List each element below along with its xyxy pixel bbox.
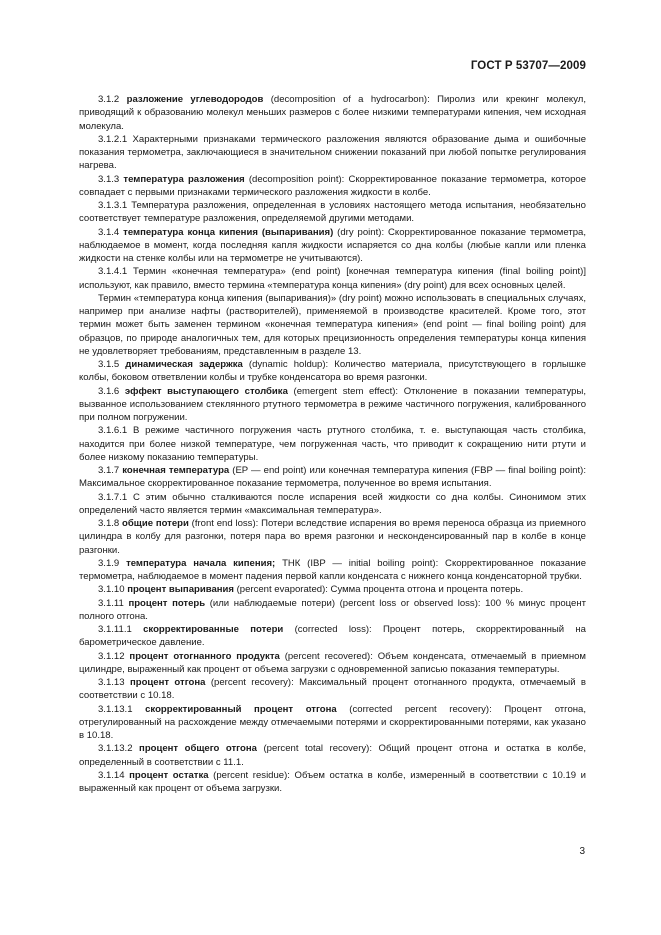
clause-number: 3.1.11.1 [98, 624, 132, 635]
term: эффект выступающего столбика [124, 385, 288, 397]
definition-text: ТНК (IBP — initial boiling point): Скорректированное показание термометра, наблюдаемое в момент падения первой капли конденсата с нижнего конца конденсаторной трубки. [79, 557, 587, 582]
clause-number: 3.1.7.1 [98, 491, 128, 503]
clause-number: 3.1.11 [98, 597, 124, 609]
term: процент остатка [129, 769, 209, 781]
clause-number: 3.1.13.2 [98, 743, 133, 755]
paragraph [79, 385, 586, 425]
paragraph [79, 292, 586, 358]
paragraph [79, 93, 586, 133]
clause-number: 3.1.3.1 [98, 200, 128, 211]
definition-text: Температура разложения, определенная в условиях настоящего метода испытания, необязательно соответствует температуре разложения, определяемой другими методами. [79, 200, 586, 225]
definition-text: В режиме частичного погружения часть ртутного столбика, т. е. выступающая часть столбика, находится при более низкой температуре, чем погруженная часть, что приводит к сокращению нити ртути и более низкому показанию температуры. [79, 425, 586, 463]
paragraph [79, 517, 586, 557]
paragraph [79, 133, 586, 173]
definition-text: (percent recovered): Объем конденсата, отмечаемый в приемном цилиндре, выраженный как процент от объема загрузки с одновременной записью показания температуры. [79, 650, 586, 675]
definition-text: (emergent stem effect): Отклонение в показании температуры, вызванное использованием стеклянного ртутного термометра в режиме частичного погружения, калиброванного при полном погружении. [79, 385, 586, 423]
definition-text: (percent evaporated): Сумма процента отгона и процента потерь. [233, 584, 524, 596]
definition-text: (dynamic holdup): Количество материала, присутствующего в горлышке колбы, боковом ответвлении колбы и трубке конденсатора во время разгонки. [79, 359, 587, 384]
definition-text: (decomposition of a hydrocarbon): Пиролиз или крекинг молекул, приводящий к образованию молекул меньших размеров с более низкими температурами кипения, чем исходная молекула. [79, 94, 586, 132]
definition-text: (или наблюдаемые потери) (percent loss or observed loss): 100 % минус процент полного отгона. [79, 597, 586, 622]
clause-number: 3.1.9 [98, 557, 120, 569]
clause-number: 3.1.2 [98, 94, 120, 105]
paragraph [79, 226, 586, 266]
paragraph [79, 676, 586, 703]
term: конечная температура [122, 465, 230, 476]
definition-text: С этим обычно сталкиваются после испарения всей жидкости со дна колбы. Синонимом этих определений часто является термин «максимальная температура». [79, 491, 586, 516]
paragraph [79, 173, 586, 200]
paragraph [79, 769, 586, 796]
definition-text: (corrected loss): Процент потерь, скорректированный на барометрическое давление. [79, 624, 586, 649]
clause-number: 3.1.7 [98, 465, 120, 476]
definition-text: Характерными признаками термического разложения являются образование дыма и ошибочные показания термометра, заключающиеся в значительном снижении показаний при любой попытке регулирования нагрева. [79, 133, 586, 172]
term: процент отогнанного продукта [129, 650, 280, 662]
definition-text: (dry point): Скорректированное показание термометра, наблюдаемое в момент, когда последняя капля жидкости испаряется со дна колбы (любые капли или пленка жидкости на стенке колбы или на термометре не учитываются). [79, 226, 586, 264]
clause-number: 3.1.8 [98, 518, 120, 529]
paragraph [79, 597, 586, 624]
term: температура начала кипения; [126, 557, 276, 569]
clause-number: 3.1.14 [98, 769, 125, 781]
term: скорректированный процент отгона [145, 703, 337, 715]
paragraph [79, 623, 586, 650]
definition-text: Термин «конечная температура» (end point) [конечная температура кипения (final boiling point)] используют, как правило, вместо термина «температура конца кипения» (dry point) для всех основных целей. [79, 266, 586, 291]
clause-number: 3.1.6.1 [98, 425, 128, 437]
term: температура конца кипения (выпаривания) [123, 226, 334, 238]
clause-number: 3.1.13 [98, 677, 125, 688]
definitions-body [79, 93, 586, 795]
paragraph [79, 265, 586, 292]
paragraph [79, 491, 586, 518]
definition-text: Термин «температура конца кипения (выпаривания)» (dry point) можно использовать в специальных случаях, например при анализе нафты (растворителей), применяемой в производстве красителей. Кроме того, этот термин может быть заменен термином «конечная температура кипения» (end point — final boiling point) для образцов, по природе аналогичных тем, для которых прецизионность определения температуры конца кипения не удовлетворяет требованиям, представленным в разделе 13. [79, 292, 586, 357]
term: процент выпаривания [127, 584, 234, 596]
definition-text: (percent total recovery): Общий процент отгона и остатка в колбе, определенный в соответствии с 11.1. [79, 743, 586, 768]
definition-text: (corrected percent recovery): Процент отгона, отрегулированный на расхождение между отмечаемыми потерями и скорректированными потерями, как указано в 10.18. [79, 703, 586, 741]
definition-text: (front end loss): Потери вследствие испарения во время переноса образца из приемного цилиндра в колбу для разгонки, потеря пара во время разгонки и несконденсированный пар в колбе в конце разгонки. [79, 518, 586, 556]
definition-text: (percent recovery): Максимальный процент отогнанного продукта, отмечаемый в соответствии с 10.18. [79, 677, 587, 702]
term: температура разложения [123, 173, 245, 185]
term: процент отгона [129, 677, 206, 688]
paragraph [79, 199, 586, 226]
clause-number: 3.1.6 [98, 385, 120, 397]
definition-text: (percent residue): Объем остатка в колбе, измеренный в соответствии с 10.19 и выраженный как процент от объема загрузки. [79, 769, 587, 794]
paragraph [79, 583, 586, 596]
paragraph [79, 464, 586, 491]
clause-number: 3.1.3 [98, 173, 120, 185]
clause-number: 3.1.10 [98, 584, 125, 596]
clause-number: 3.1.4 [98, 226, 120, 238]
paragraph [79, 650, 586, 677]
term: скорректированные потери [143, 624, 284, 635]
page-number: 3 [579, 846, 585, 857]
paragraph [79, 424, 586, 464]
standard-header: ГОСТ Р 53707—2009 [470, 60, 586, 72]
paragraph [79, 742, 586, 769]
definition-text: (decomposition point): Скорректированное показание термометра, которое совпадает с первыми признаками термического разложения жидкости в колбе. [79, 173, 587, 198]
term: процент потерь [128, 597, 206, 609]
definition-text: (EP — end point) или конечная температура кипения (FBP — final boiling point): Максимальное скорректированное показание термометра, полученное во время испытания. [79, 465, 586, 490]
paragraph [79, 557, 586, 584]
term: динамическая задержка [125, 359, 243, 370]
clause-number: 3.1.12 [98, 650, 125, 662]
term: общие потери [122, 518, 189, 529]
paragraph [79, 358, 586, 385]
term: процент общего отгона [139, 743, 257, 755]
clause-number: 3.1.13.1 [98, 703, 133, 715]
clause-number: 3.1.5 [98, 359, 120, 370]
term: разложение углеводородов [126, 94, 264, 105]
clause-number: 3.1.2.1 [98, 133, 128, 145]
paragraph [79, 703, 586, 743]
clause-number: 3.1.4.1 [98, 266, 128, 278]
